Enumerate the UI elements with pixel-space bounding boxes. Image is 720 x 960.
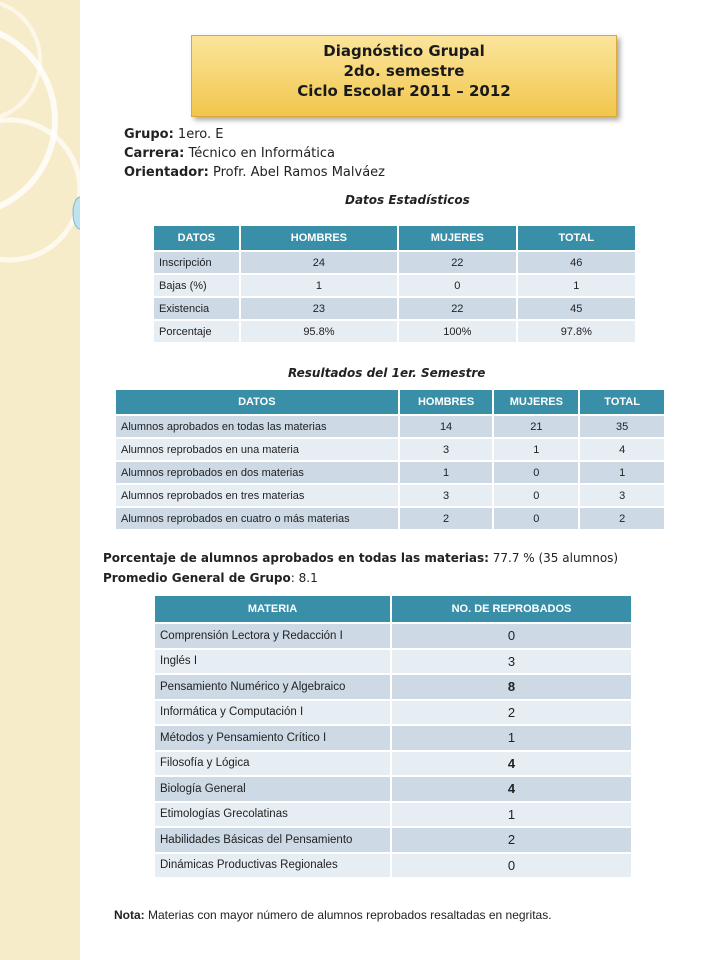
table-row bbox=[153, 297, 636, 320]
table-row bbox=[115, 461, 665, 484]
footnote bbox=[114, 908, 552, 922]
table-row bbox=[154, 649, 632, 675]
results-header: HOMBRES bbox=[399, 389, 494, 415]
title-box bbox=[191, 35, 617, 117]
porcentaje-label: Porcentaje de alumnos aprobados en todas las materias: bbox=[103, 551, 489, 565]
carrera-value: Técnico en Informática bbox=[188, 146, 335, 161]
note-text: Materias con mayor número de alumnos reprobados resaltadas en negritas. bbox=[144, 908, 552, 922]
cell-total: 46 bbox=[517, 251, 636, 274]
row-label: Alumnos reprobados en una materia bbox=[115, 438, 399, 461]
table-row bbox=[154, 776, 632, 802]
subject-name: Informática y Computación I bbox=[154, 700, 391, 726]
cell-hombres: 24 bbox=[240, 251, 398, 274]
cell-hombres: 1 bbox=[399, 461, 494, 484]
table-row bbox=[115, 484, 665, 507]
table-row bbox=[115, 415, 665, 438]
subject-reprobados: 0 bbox=[391, 623, 632, 649]
cell-mujeres: 22 bbox=[398, 297, 517, 320]
subject-reprobados: 1 bbox=[391, 802, 632, 828]
subject-name: Dinámicas Productivas Regionales bbox=[154, 853, 391, 879]
grupo-value: 1ero. E bbox=[177, 127, 224, 142]
cell-hombres: 2 bbox=[399, 507, 494, 530]
cell-hombres: 3 bbox=[399, 438, 494, 461]
cell-mujeres: 0 bbox=[398, 274, 517, 297]
cell-total: 2 bbox=[579, 507, 665, 530]
stats-header: DATOS bbox=[153, 225, 240, 251]
subject-name: Etimologías Grecolatinas bbox=[154, 802, 391, 828]
table-row bbox=[154, 700, 632, 726]
cell-mujeres: 1 bbox=[493, 438, 579, 461]
decorative-rings bbox=[0, 0, 80, 960]
stats-header: TOTAL bbox=[517, 225, 636, 251]
cell-hombres: 23 bbox=[240, 297, 398, 320]
table-row bbox=[153, 251, 636, 274]
row-label: Porcentaje bbox=[153, 320, 240, 343]
subject-reprobados: 0 bbox=[391, 853, 632, 879]
stats-header: MUJERES bbox=[398, 225, 517, 251]
subject-reprobados: 4 bbox=[391, 751, 632, 777]
row-label: Alumnos reprobados en tres materias bbox=[115, 484, 399, 507]
subjects-header: MATERIA bbox=[154, 595, 391, 623]
subject-name: Biología General bbox=[154, 776, 391, 802]
subject-name: Inglés I bbox=[154, 649, 391, 675]
cell-total: 35 bbox=[579, 415, 665, 438]
decorative-left-band bbox=[0, 0, 80, 960]
table-row bbox=[154, 751, 632, 777]
cell-hombres: 3 bbox=[399, 484, 494, 507]
orientador-value: Profr. Abel Ramos Malváez bbox=[212, 165, 385, 180]
cell-total: 1 bbox=[579, 461, 665, 484]
title-line-3: Ciclo Escolar 2011 – 2012 bbox=[297, 82, 511, 100]
subject-reprobados: 1 bbox=[391, 725, 632, 751]
cell-mujeres: 100% bbox=[398, 320, 517, 343]
results-header: DATOS bbox=[115, 389, 399, 415]
table-row bbox=[153, 320, 636, 343]
cell-mujeres: 0 bbox=[493, 484, 579, 507]
cell-total: 45 bbox=[517, 297, 636, 320]
row-label: Alumnos reprobados en dos materias bbox=[115, 461, 399, 484]
stats-caption: Datos Estadísticos bbox=[345, 193, 470, 207]
cell-mujeres: 0 bbox=[493, 461, 579, 484]
row-label: Alumnos reprobados en cuatro o más materias bbox=[115, 507, 399, 530]
table-row bbox=[154, 853, 632, 879]
subjects-table bbox=[153, 594, 633, 879]
title-line-2: 2do. semestre bbox=[343, 62, 465, 80]
row-label: Bajas (%) bbox=[153, 274, 240, 297]
table-row bbox=[154, 623, 632, 649]
subject-reprobados: 2 bbox=[391, 700, 632, 726]
group-info bbox=[124, 125, 385, 182]
stats-table bbox=[152, 224, 637, 344]
table-row bbox=[154, 674, 632, 700]
subject-name: Pensamiento Numérico y Algebraico bbox=[154, 674, 391, 700]
subject-reprobados: 3 bbox=[391, 649, 632, 675]
row-label: Inscripción bbox=[153, 251, 240, 274]
note-label: Nota: bbox=[114, 908, 145, 922]
results-caption: Resultados del 1er. Semestre bbox=[288, 366, 486, 380]
cell-hombres: 1 bbox=[240, 274, 398, 297]
summary bbox=[103, 548, 618, 588]
cell-total: 97.8% bbox=[517, 320, 636, 343]
subject-name: Filosofía y Lógica bbox=[154, 751, 391, 777]
subject-reprobados: 4 bbox=[391, 776, 632, 802]
cell-mujeres: 22 bbox=[398, 251, 517, 274]
subjects-header: NO. DE REPROBADOS bbox=[391, 595, 632, 623]
subject-name: Comprensión Lectora y Redacción I bbox=[154, 623, 391, 649]
cell-mujeres: 21 bbox=[493, 415, 579, 438]
cell-total: 1 bbox=[517, 274, 636, 297]
promedio-label: Promedio General de Grupo bbox=[103, 571, 291, 585]
results-header: MUJERES bbox=[493, 389, 579, 415]
cell-hombres: 95.8% bbox=[240, 320, 398, 343]
table-row bbox=[154, 725, 632, 751]
porcentaje-value: 77.7 % (35 alumnos) bbox=[492, 551, 619, 565]
subject-reprobados: 2 bbox=[391, 827, 632, 853]
row-label: Existencia bbox=[153, 297, 240, 320]
cell-hombres: 14 bbox=[399, 415, 494, 438]
subject-name: Habilidades Básicas del Pensamiento bbox=[154, 827, 391, 853]
title-line-1: Diagnóstico Grupal bbox=[323, 42, 485, 60]
table-row bbox=[153, 274, 636, 297]
table-row bbox=[115, 507, 665, 530]
results-table bbox=[114, 388, 666, 531]
cell-total: 4 bbox=[579, 438, 665, 461]
carrera-label: Carrera: bbox=[124, 146, 185, 161]
table-row bbox=[154, 802, 632, 828]
table-row bbox=[115, 438, 665, 461]
orientador-label: Orientador: bbox=[124, 165, 209, 180]
grupo-label: Grupo: bbox=[124, 127, 174, 142]
row-label: Alumnos aprobados en todas las materias bbox=[115, 415, 399, 438]
cell-total: 3 bbox=[579, 484, 665, 507]
stats-header: HOMBRES bbox=[240, 225, 398, 251]
results-header: TOTAL bbox=[579, 389, 665, 415]
subject-name: Métodos y Pensamiento Crítico I bbox=[154, 725, 391, 751]
promedio-value: : 8.1 bbox=[290, 571, 318, 585]
cell-mujeres: 0 bbox=[493, 507, 579, 530]
table-row bbox=[154, 827, 632, 853]
subject-reprobados: 8 bbox=[391, 674, 632, 700]
